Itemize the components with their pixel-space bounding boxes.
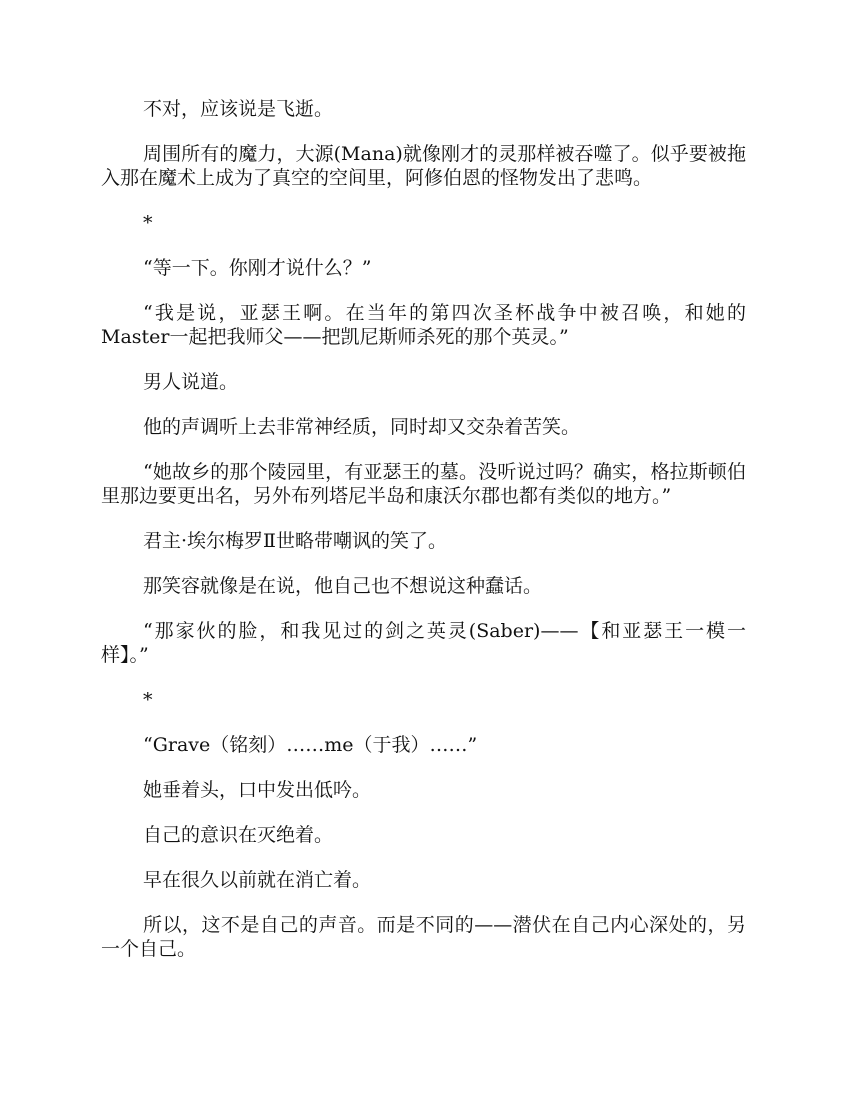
paragraph: 君主·埃尔梅罗Ⅱ世略带嘲讽的笑了。 [143, 530, 447, 552]
paragraph: “她故乡的那个陵园里，有亚瑟王的墓。没听说过吗？确实，格拉斯顿伯里那边要更出名，另外布列塔尼半岛和康沃尔郡也都有类似的地方。” [101, 461, 746, 507]
paragraph: 她垂着头，口中发出低吟。 [143, 779, 372, 801]
paragraph: 周围所有的魔力，大源(Mana)就像刚才的灵那样被吞噬了。似乎要被拖入那在魔术上成为了真空的空间里，阿修伯恩的怪物发出了悲鸣。 [101, 143, 746, 189]
paragraph: 男人说道。 [143, 371, 239, 393]
scene-break: * [143, 689, 153, 711]
paragraph: “我是说，亚瑟王啊。在当年的第四次圣杯战争中被召唤，和她的Master一起把我师父——把凯尼斯师杀死的那个英灵。” [101, 302, 746, 348]
paragraph: “那家伙的脸，和我见过的剑之英灵(Saber)——【和亚瑟王一模一样】。” [101, 620, 746, 666]
document-body [101, 97, 746, 982]
paragraph: “Grave（铭刻）……me（于我）……” [143, 734, 478, 756]
paragraph: 他的声调听上去非常神经质，同时却又交杂着苦笑。 [143, 416, 581, 438]
scene-break: * [143, 212, 153, 234]
paragraph: 自己的意识在灭绝着。 [143, 824, 334, 846]
paragraph: 不对，应该说是飞逝。 [143, 98, 334, 120]
paragraph: 那笑容就像是在说，他自己也不想说这种蠢话。 [143, 575, 543, 597]
paragraph: 早在很久以前就在消亡着。 [143, 869, 372, 891]
paragraph: “等一下。你刚才说什么？” [143, 257, 372, 279]
paragraph: 所以，这不是自己的声音。而是不同的——潜伏在自己内心深处的，另一个自己。 [101, 914, 746, 960]
